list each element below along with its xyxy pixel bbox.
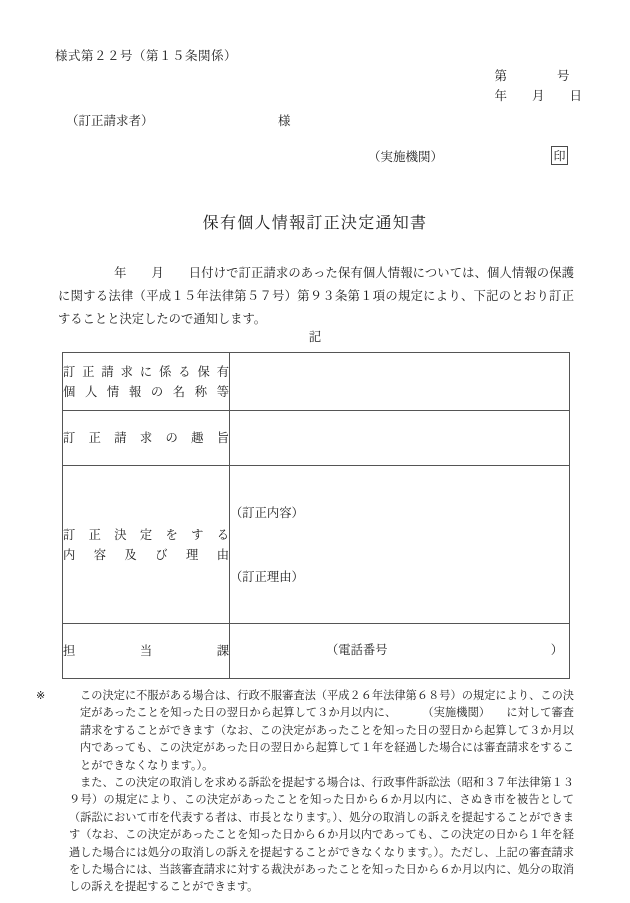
addressee-honorific: 様 xyxy=(278,114,291,128)
row-value-decision-content[interactable] xyxy=(230,466,570,624)
row-value-request-purpose[interactable] xyxy=(230,411,570,466)
table-row xyxy=(63,466,570,624)
sub-label-correction-content: （訂正内容） xyxy=(230,505,304,520)
row-value-department[interactable] xyxy=(230,624,570,679)
footnote-mark: ※ xyxy=(36,690,46,702)
row-label-line: 内容及び理由 xyxy=(63,547,229,562)
page-title: 保有個人情報訂正決定通知書 xyxy=(202,215,428,232)
row-label-line: 訂正決定をする xyxy=(63,527,229,542)
table-row xyxy=(63,624,570,679)
telephone-label: （電話番号 xyxy=(326,643,388,657)
document-date-line: 年 月 日 xyxy=(494,89,582,103)
decision-form-table xyxy=(62,352,570,679)
row-label-target-info xyxy=(63,353,230,411)
document-number-date-block xyxy=(494,66,582,106)
footnote-block xyxy=(36,688,574,897)
footnote-appeal xyxy=(36,688,574,775)
table-row xyxy=(63,353,570,411)
telephone-field xyxy=(230,640,569,662)
row-label-decision-content xyxy=(63,466,230,624)
sub-label-correction-reason: （訂正理由） xyxy=(230,569,304,584)
row-label-department xyxy=(63,624,230,679)
document-number-line: 第 号 xyxy=(494,69,570,83)
body-date-blank: 年 月 日 xyxy=(114,266,202,280)
telephone-close-paren: ） xyxy=(550,643,563,657)
issuing-agency-label: （実施機関） xyxy=(368,150,444,164)
footnote-litigation xyxy=(58,775,574,897)
ki-mark: 記 xyxy=(308,330,322,344)
row-label-line: 担当課 xyxy=(63,644,229,658)
row-label-line: 訂正請求に係る保有 xyxy=(63,364,229,379)
row-label-line: 訂正請求の趣旨 xyxy=(63,431,229,445)
footnote-appeal-text: この決定に不服がある場合は、行政不服審査法（平成２６年法律第６８号）の規定により、この決定があったことを知った日の翌日から起算して３か月以内に、 xyxy=(80,690,574,720)
table-row xyxy=(63,411,570,466)
addressee-label: （訂正請求者） xyxy=(66,114,154,128)
row-value-target-info[interactable] xyxy=(230,353,570,411)
footnote-agency-placeholder: （実施機関） xyxy=(422,707,491,720)
row-label-request-purpose xyxy=(63,411,230,466)
body-text: 付けで訂正請求のあった保有個人情報については、個人情報の保護に関する法律（平成１５年法律第５７号）第９３条第１項の規定により、下記のとおり訂正することと決定したので通知します。 xyxy=(58,266,574,326)
footnote-appeal-continued: に対して審査請求をすることができます（なお、この決定があったことを知った日の翌日から起算して３か月以内であっても、この決定があった日の翌日から起算して１年を経過した場合には審査請求をすることができなくなります。）。 xyxy=(80,707,574,772)
form-number: 様式第２２号（第１５条関係） xyxy=(55,49,238,63)
row-label-line: 個人情報の名称等 xyxy=(63,384,229,399)
body-paragraph xyxy=(58,262,574,331)
seal-stamp-box: 印 xyxy=(551,146,568,165)
sub-field-spacer xyxy=(230,523,569,567)
footnote-litigation-text: また、この決定の取消しを求める訴訟を提起する場合は、行政事件訴訟法（昭和３７年法律第１３９号）の規定により、この決定があったことを知った日から６か月以内に、さぬき市を被告として（訴訟において市を代表する者は、市長となります。）、処分の取消しの訴えを提起することができます（なお、この決定があったことを知った日から６か月以内であっても、この決定の日から１年を経過した場合には処分の取消しの訴えを提起することができなくなります。）。ただし、上記の審査請求をした場合には、当該審査請求に対する裁決があったことを知った日から６か月以内に、処分の取消しの訴えを提起することができます。 xyxy=(69,777,574,894)
